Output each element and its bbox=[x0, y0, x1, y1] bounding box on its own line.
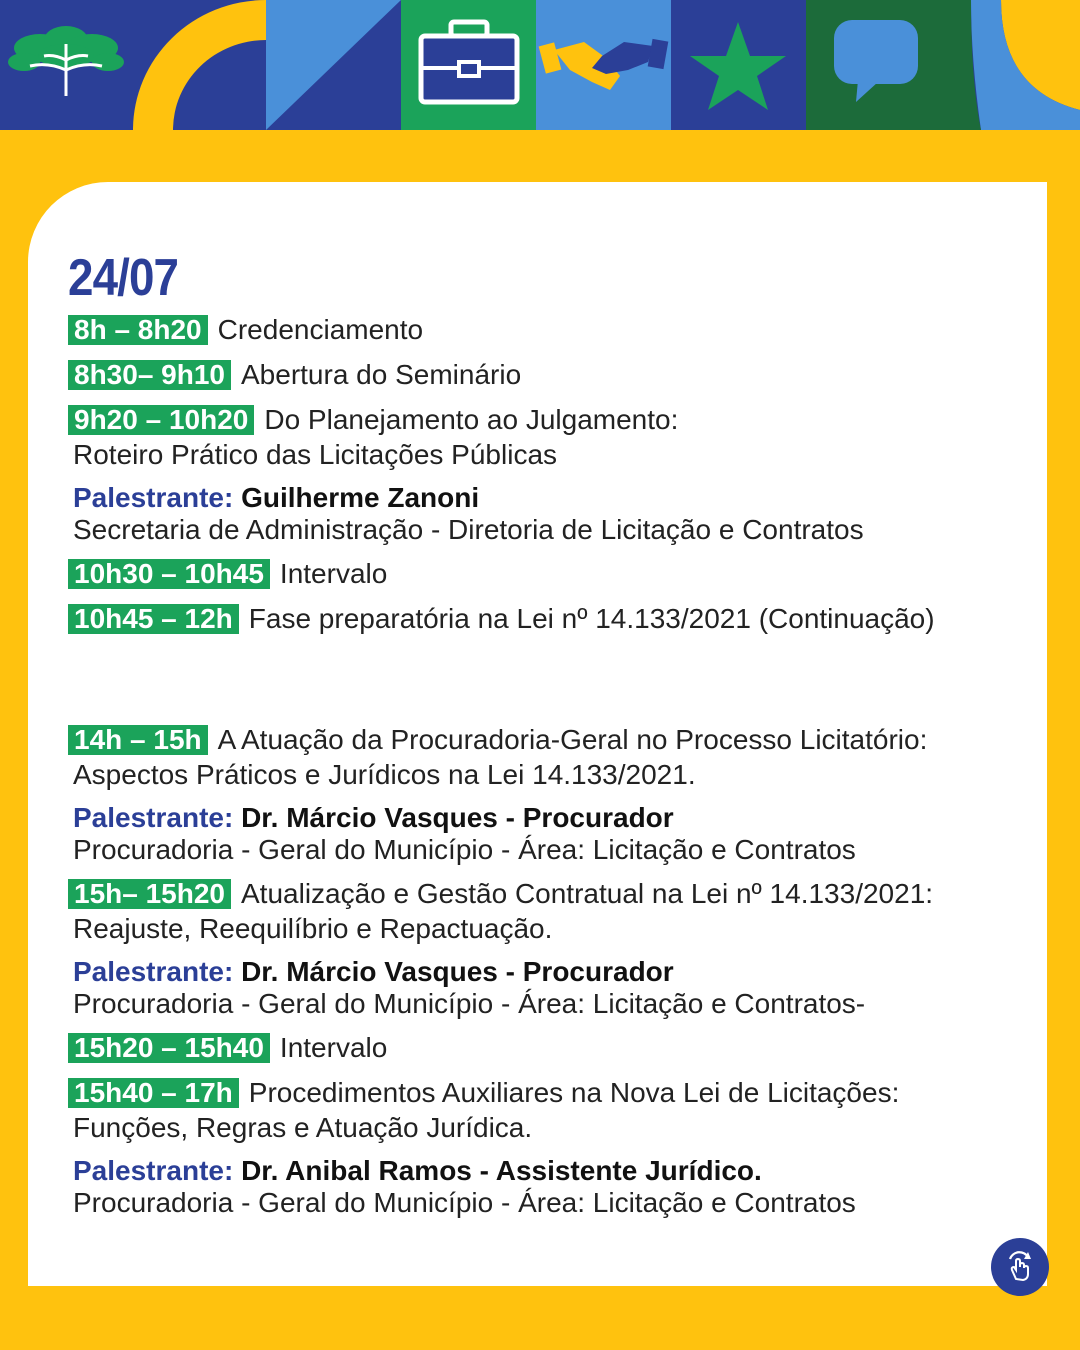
speaker-block bbox=[68, 1155, 1027, 1219]
briefcase-icon bbox=[401, 0, 536, 130]
agenda-item bbox=[68, 722, 1027, 792]
speaker-block bbox=[68, 956, 1027, 1020]
speaker-block bbox=[68, 802, 1027, 866]
agenda-item bbox=[68, 402, 1027, 472]
header-banner bbox=[0, 0, 1080, 130]
section-gap bbox=[68, 646, 1027, 722]
speaker-organization: Secretaria de Administração - Diretoria de Licitação e Contratos bbox=[73, 514, 864, 545]
time-badge: 8h – 8h20 bbox=[68, 315, 208, 345]
date-heading: 24/07 bbox=[68, 249, 179, 307]
time-badge: 15h20 – 15h40 bbox=[68, 1033, 270, 1063]
agenda-item bbox=[68, 601, 1027, 636]
agenda-item bbox=[68, 556, 1027, 591]
speaker-block bbox=[68, 482, 1027, 546]
agenda-title-continued: Funções, Regras e Atuação Jurídica. bbox=[73, 1112, 533, 1143]
handshake-icon bbox=[536, 0, 671, 130]
time-badge: 15h40 – 17h bbox=[68, 1078, 239, 1108]
speaker-label: Palestrante: bbox=[73, 802, 234, 833]
agenda-title-continued: Reajuste, Reequilíbrio e Repactuação. bbox=[73, 913, 553, 944]
speaker-organization: Procuradoria - Geral do Município - Área: Licitação e Contratos bbox=[73, 834, 856, 865]
swipe-hand-icon[interactable] bbox=[991, 1238, 1049, 1296]
agenda-item bbox=[68, 312, 1027, 347]
agenda-item bbox=[68, 1075, 1027, 1145]
decor-curve-tile bbox=[941, 0, 1080, 130]
araucaria-tree-icon bbox=[0, 0, 133, 130]
agenda-title: Abertura do Seminário bbox=[241, 359, 522, 390]
agenda-title: Fase preparatória na Lei nº 14.133/2021 (Continuação) bbox=[248, 603, 935, 634]
time-badge: 8h30– 9h10 bbox=[68, 360, 231, 390]
speech-bubble-icon bbox=[806, 0, 941, 130]
agenda-list bbox=[68, 312, 1027, 1229]
speaker-name: Dr. Anibal Ramos - Assistente Jurídico. bbox=[241, 1155, 762, 1186]
agenda-item bbox=[68, 357, 1027, 392]
decor-arc-tile bbox=[133, 0, 266, 130]
decor-triangle-tile bbox=[266, 0, 401, 130]
agenda-title: Credenciamento bbox=[217, 314, 424, 345]
time-badge: 9h20 – 10h20 bbox=[68, 405, 254, 435]
speaker-label: Palestrante: bbox=[73, 956, 234, 987]
agenda-item bbox=[68, 1030, 1027, 1065]
agenda-title: A Atuação da Procuradoria-Geral no Processo Licitatório: bbox=[217, 724, 928, 755]
time-badge: 10h30 – 10h45 bbox=[68, 559, 270, 589]
time-badge: 15h– 15h20 bbox=[68, 879, 231, 909]
speaker-organization: Procuradoria - Geral do Município - Área: Licitação e Contratos- bbox=[73, 988, 866, 1019]
speaker-name: Guilherme Zanoni bbox=[241, 482, 480, 513]
speaker-name: Dr. Márcio Vasques - Procurador bbox=[241, 802, 674, 833]
agenda-title: Atualização e Gestão Contratual na Lei nº 14.133/2021: bbox=[241, 878, 934, 909]
speaker-label: Palestrante: bbox=[73, 1155, 234, 1186]
agenda-item bbox=[68, 876, 1027, 946]
agenda-title-continued: Aspectos Práticos e Jurídicos na Lei 14.133/2021. bbox=[73, 759, 696, 790]
schedule-card bbox=[28, 182, 1047, 1286]
agenda-title: Do Planejamento ao Julgamento: bbox=[264, 404, 679, 435]
agenda-title: Procedimentos Auxiliares na Nova Lei de Licitações: bbox=[248, 1077, 900, 1108]
star-icon bbox=[671, 0, 806, 130]
time-badge: 10h45 – 12h bbox=[68, 604, 239, 634]
agenda-title-continued: Roteiro Prático das Licitações Públicas bbox=[73, 439, 558, 470]
speaker-name: Dr. Márcio Vasques - Procurador bbox=[241, 956, 674, 987]
time-badge: 14h – 15h bbox=[68, 725, 208, 755]
speaker-organization: Procuradoria - Geral do Município - Área: Licitação e Contratos bbox=[73, 1187, 856, 1218]
agenda-title: Intervalo bbox=[279, 558, 388, 589]
speaker-label: Palestrante: bbox=[73, 482, 234, 513]
agenda-title: Intervalo bbox=[279, 1032, 388, 1063]
